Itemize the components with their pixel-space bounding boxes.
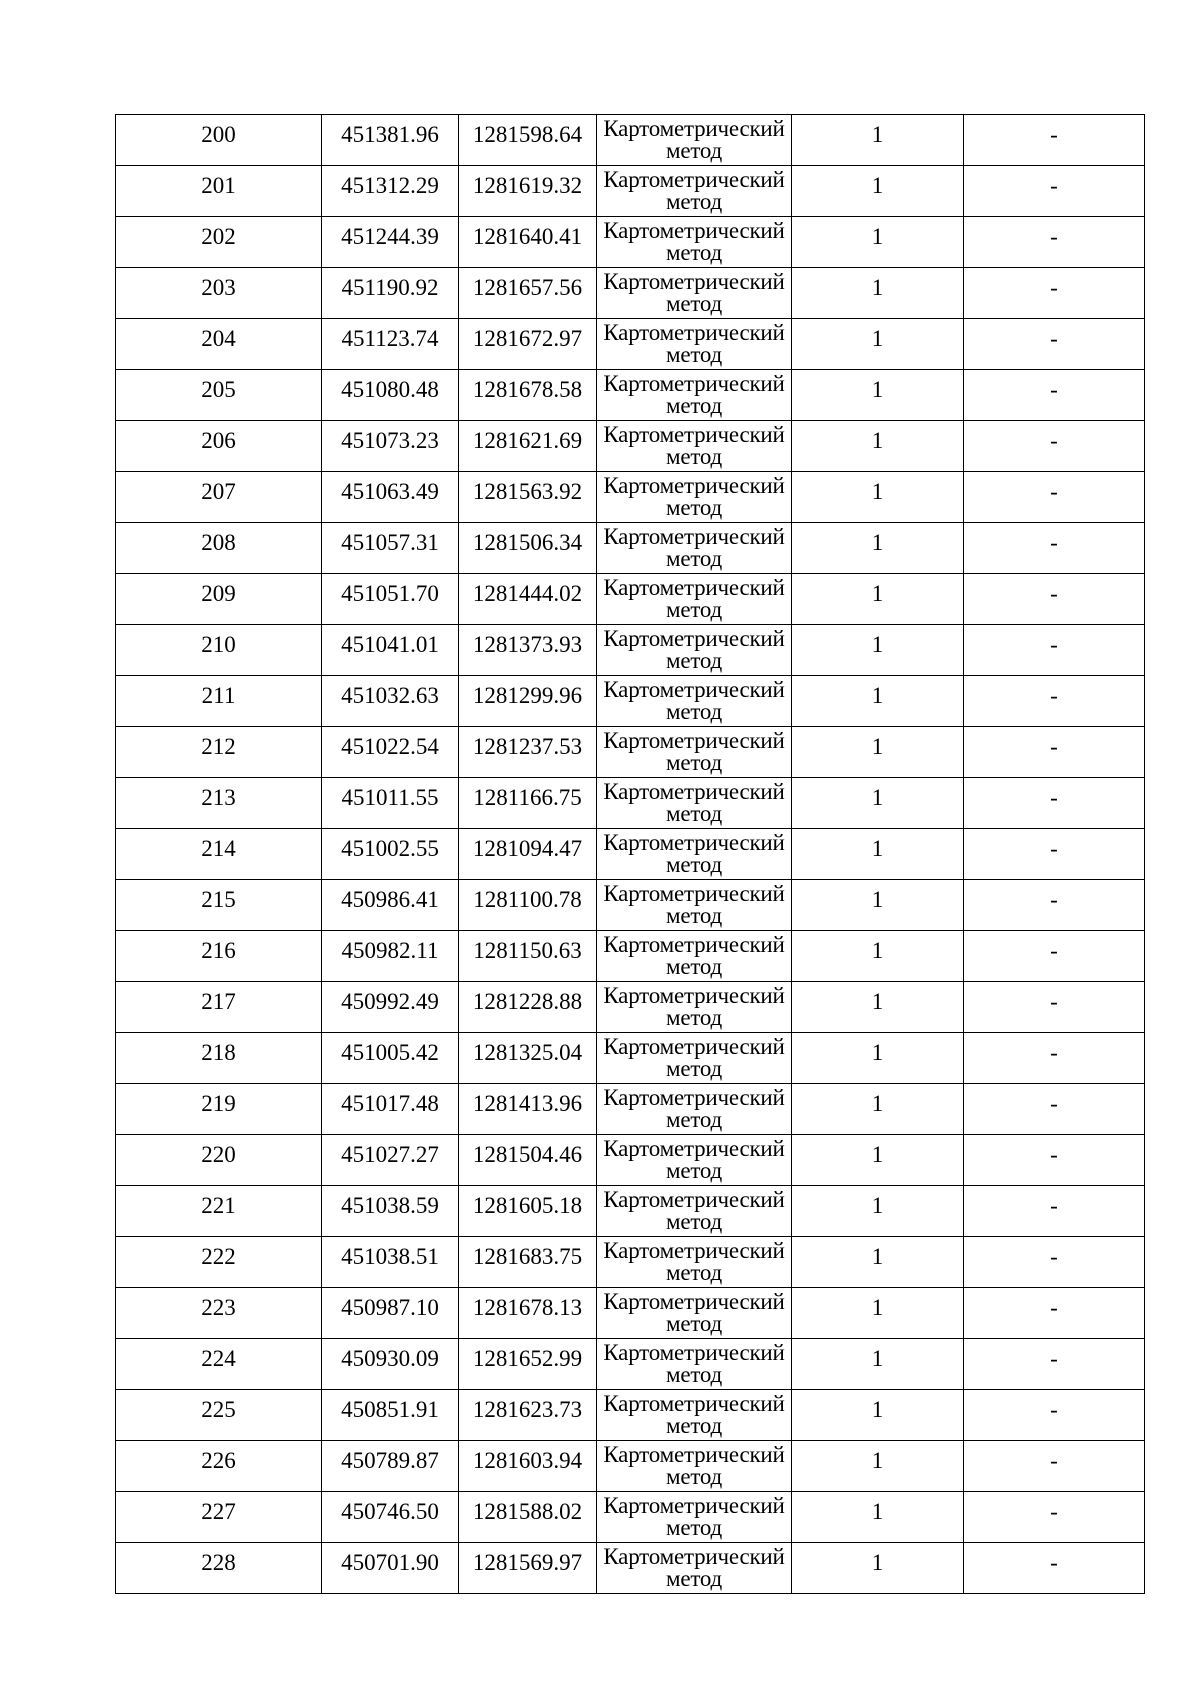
method-line-2: метод: [665, 1362, 723, 1387]
method-line-2: метод: [665, 699, 723, 724]
method-cell: [597, 982, 792, 1033]
method-cell: [597, 676, 792, 727]
accuracy-cell: 1: [792, 166, 964, 217]
x-coordinate-cell: 450986.41: [322, 880, 459, 931]
note-cell: -: [964, 166, 1145, 217]
point-id-cell: 214: [116, 829, 322, 880]
accuracy-cell: 1: [792, 625, 964, 676]
method-cell: [597, 625, 792, 676]
accuracy-cell: 1: [792, 676, 964, 727]
y-coordinate-cell: 1281683.75: [459, 1237, 597, 1288]
method-line-2: метод: [665, 1158, 723, 1183]
method-line-1: Картометрический: [603, 1340, 785, 1365]
method-cell: [597, 1186, 792, 1237]
note-cell: -: [964, 1492, 1145, 1543]
note-cell: -: [964, 625, 1145, 676]
x-coordinate-cell: 451041.01: [322, 625, 459, 676]
method-line-2: метод: [665, 750, 723, 775]
point-id-cell: 212: [116, 727, 322, 778]
method-line-2: метод: [665, 240, 723, 265]
accuracy-cell: 1: [792, 523, 964, 574]
point-id-cell: 224: [116, 1339, 322, 1390]
point-id-cell: 201: [116, 166, 322, 217]
accuracy-cell: 1: [792, 1339, 964, 1390]
y-coordinate-cell: 1281640.41: [459, 217, 597, 268]
method-line-2: метод: [665, 1056, 723, 1081]
table-row: [116, 931, 1145, 982]
note-cell: -: [964, 370, 1145, 421]
method-cell: [597, 880, 792, 931]
method-cell: [597, 1492, 792, 1543]
point-id-cell: 225: [116, 1390, 322, 1441]
x-coordinate-cell: 451080.48: [322, 370, 459, 421]
table-row: [116, 829, 1145, 880]
method-line-2: метод: [665, 189, 723, 214]
table-row: [116, 217, 1145, 268]
x-coordinate-cell: 451073.23: [322, 421, 459, 472]
accuracy-cell: 1: [792, 727, 964, 778]
method-line-2: метод: [665, 1005, 723, 1030]
method-cell: [597, 778, 792, 829]
y-coordinate-cell: 1281657.56: [459, 268, 597, 319]
note-cell: -: [964, 727, 1145, 778]
method-line-1: Картометрический: [603, 779, 785, 804]
y-coordinate-cell: 1281325.04: [459, 1033, 597, 1084]
y-coordinate-cell: 1281605.18: [459, 1186, 597, 1237]
accuracy-cell: 1: [792, 1492, 964, 1543]
method-line-1: Картометрический: [603, 269, 785, 294]
method-line-1: Картометрический: [603, 1493, 785, 1518]
table-row: [116, 1084, 1145, 1135]
method-line-2: метод: [665, 903, 723, 928]
method-line-2: метод: [665, 648, 723, 673]
point-id-cell: 206: [116, 421, 322, 472]
method-cell: [597, 472, 792, 523]
x-coordinate-cell: 450746.50: [322, 1492, 459, 1543]
accuracy-cell: 1: [792, 1543, 964, 1594]
table-row: [116, 625, 1145, 676]
point-id-cell: 203: [116, 268, 322, 319]
note-cell: -: [964, 982, 1145, 1033]
accuracy-cell: 1: [792, 1084, 964, 1135]
y-coordinate-cell: 1281623.73: [459, 1390, 597, 1441]
note-cell: -: [964, 829, 1145, 880]
table-row: [116, 370, 1145, 421]
method-line-1: Картометрический: [603, 1238, 785, 1263]
accuracy-cell: 1: [792, 1390, 964, 1441]
accuracy-cell: 1: [792, 421, 964, 472]
accuracy-cell: 1: [792, 574, 964, 625]
method-line-1: Картометрический: [603, 320, 785, 345]
method-line-1: Картометрический: [603, 524, 785, 549]
method-line-1: Картометрический: [603, 422, 785, 447]
table-row: [116, 268, 1145, 319]
note-cell: -: [964, 1186, 1145, 1237]
method-cell: [597, 421, 792, 472]
y-coordinate-cell: 1281563.92: [459, 472, 597, 523]
accuracy-cell: 1: [792, 319, 964, 370]
point-id-cell: 228: [116, 1543, 322, 1594]
x-coordinate-cell: 451123.74: [322, 319, 459, 370]
method-cell: [597, 1441, 792, 1492]
method-line-2: метод: [665, 393, 723, 418]
point-id-cell: 200: [116, 115, 322, 166]
method-line-2: метод: [665, 1311, 723, 1336]
accuracy-cell: 1: [792, 1288, 964, 1339]
method-line-1: Картометрический: [603, 983, 785, 1008]
y-coordinate-cell: 1281588.02: [459, 1492, 597, 1543]
table-row: [116, 982, 1145, 1033]
point-id-cell: 220: [116, 1135, 322, 1186]
method-line-1: Картометрический: [603, 1442, 785, 1467]
y-coordinate-cell: 1281166.75: [459, 778, 597, 829]
method-cell: [597, 931, 792, 982]
x-coordinate-cell: 451063.49: [322, 472, 459, 523]
x-coordinate-cell: 451011.55: [322, 778, 459, 829]
y-coordinate-cell: 1281299.96: [459, 676, 597, 727]
y-coordinate-cell: 1281678.13: [459, 1288, 597, 1339]
method-cell: [597, 115, 792, 166]
x-coordinate-cell: 450701.90: [322, 1543, 459, 1594]
table-row: [116, 421, 1145, 472]
table-row: [116, 166, 1145, 217]
method-line-2: метод: [665, 342, 723, 367]
note-cell: -: [964, 268, 1145, 319]
point-id-cell: 216: [116, 931, 322, 982]
table-row: [116, 523, 1145, 574]
method-cell: [597, 1543, 792, 1594]
y-coordinate-cell: 1281652.99: [459, 1339, 597, 1390]
note-cell: -: [964, 1390, 1145, 1441]
y-coordinate-cell: 1281621.69: [459, 421, 597, 472]
method-line-1: Картометрический: [603, 830, 785, 855]
method-line-2: метод: [665, 138, 723, 163]
method-cell: [597, 217, 792, 268]
method-cell: [597, 319, 792, 370]
method-line-1: Картометрический: [603, 371, 785, 396]
table-row: [116, 727, 1145, 778]
method-line-1: Картометрический: [603, 932, 785, 957]
method-line-1: Картометрический: [603, 473, 785, 498]
accuracy-cell: 1: [792, 1237, 964, 1288]
method-line-2: метод: [665, 1413, 723, 1438]
y-coordinate-cell: 1281619.32: [459, 166, 597, 217]
x-coordinate-cell: 451057.31: [322, 523, 459, 574]
x-coordinate-cell: 450789.87: [322, 1441, 459, 1492]
x-coordinate-cell: 451244.39: [322, 217, 459, 268]
coordinates-table: [115, 114, 1145, 1594]
point-id-cell: 218: [116, 1033, 322, 1084]
accuracy-cell: 1: [792, 931, 964, 982]
x-coordinate-cell: 450982.11: [322, 931, 459, 982]
method-cell: [597, 1033, 792, 1084]
note-cell: -: [964, 1084, 1145, 1135]
note-cell: -: [964, 1135, 1145, 1186]
note-cell: -: [964, 319, 1145, 370]
y-coordinate-cell: 1281672.97: [459, 319, 597, 370]
method-line-1: Картометрический: [603, 167, 785, 192]
method-cell: [597, 166, 792, 217]
method-line-1: Картометрический: [603, 626, 785, 651]
method-line-2: метод: [665, 1515, 723, 1540]
x-coordinate-cell: 451038.59: [322, 1186, 459, 1237]
note-cell: -: [964, 1339, 1145, 1390]
point-id-cell: 202: [116, 217, 322, 268]
y-coordinate-cell: 1281678.58: [459, 370, 597, 421]
note-cell: -: [964, 676, 1145, 727]
point-id-cell: 210: [116, 625, 322, 676]
table-row: [116, 778, 1145, 829]
table-row: [116, 319, 1145, 370]
y-coordinate-cell: 1281506.34: [459, 523, 597, 574]
method-line-2: метод: [665, 954, 723, 979]
method-line-1: Картометрический: [603, 1136, 785, 1161]
y-coordinate-cell: 1281569.97: [459, 1543, 597, 1594]
x-coordinate-cell: 451038.51: [322, 1237, 459, 1288]
table-row: [116, 1492, 1145, 1543]
method-line-1: Картометрический: [603, 116, 785, 141]
point-id-cell: 222: [116, 1237, 322, 1288]
point-id-cell: 213: [116, 778, 322, 829]
method-line-1: Картометрический: [603, 677, 785, 702]
method-line-2: метод: [665, 546, 723, 571]
table-row: [116, 1186, 1145, 1237]
method-line-2: метод: [665, 1260, 723, 1285]
x-coordinate-cell: 450851.91: [322, 1390, 459, 1441]
table-row: [116, 115, 1145, 166]
method-cell: [597, 1339, 792, 1390]
method-line-1: Картометрический: [603, 218, 785, 243]
point-id-cell: 208: [116, 523, 322, 574]
point-id-cell: 221: [116, 1186, 322, 1237]
y-coordinate-cell: 1281237.53: [459, 727, 597, 778]
table-row: [116, 676, 1145, 727]
method-line-2: метод: [665, 597, 723, 622]
method-line-1: Картометрический: [603, 1391, 785, 1416]
table-row: [116, 1237, 1145, 1288]
note-cell: -: [964, 115, 1145, 166]
point-id-cell: 219: [116, 1084, 322, 1135]
point-id-cell: 209: [116, 574, 322, 625]
point-id-cell: 215: [116, 880, 322, 931]
note-cell: -: [964, 778, 1145, 829]
method-line-2: метод: [665, 495, 723, 520]
point-id-cell: 226: [116, 1441, 322, 1492]
table-row: [116, 880, 1145, 931]
accuracy-cell: 1: [792, 1186, 964, 1237]
y-coordinate-cell: 1281504.46: [459, 1135, 597, 1186]
method-cell: [597, 1390, 792, 1441]
accuracy-cell: 1: [792, 880, 964, 931]
y-coordinate-cell: 1281100.78: [459, 880, 597, 931]
table-row: [116, 1339, 1145, 1390]
note-cell: -: [964, 1543, 1145, 1594]
point-id-cell: 207: [116, 472, 322, 523]
x-coordinate-cell: 451005.42: [322, 1033, 459, 1084]
method-cell: [597, 268, 792, 319]
method-cell: [597, 574, 792, 625]
x-coordinate-cell: 450992.49: [322, 982, 459, 1033]
x-coordinate-cell: 451002.55: [322, 829, 459, 880]
method-line-1: Картометрический: [603, 728, 785, 753]
method-line-2: метод: [665, 1464, 723, 1489]
y-coordinate-cell: 1281603.94: [459, 1441, 597, 1492]
note-cell: -: [964, 523, 1145, 574]
method-line-1: Картометрический: [603, 1544, 785, 1569]
table-row: [116, 1543, 1145, 1594]
accuracy-cell: 1: [792, 829, 964, 880]
note-cell: -: [964, 1441, 1145, 1492]
method-cell: [597, 829, 792, 880]
x-coordinate-cell: 451051.70: [322, 574, 459, 625]
table-row: [116, 472, 1145, 523]
method-cell: [597, 1288, 792, 1339]
method-cell: [597, 523, 792, 574]
table-row: [116, 1135, 1145, 1186]
y-coordinate-cell: 1281094.47: [459, 829, 597, 880]
x-coordinate-cell: 451022.54: [322, 727, 459, 778]
method-cell: [597, 727, 792, 778]
accuracy-cell: 1: [792, 778, 964, 829]
method-line-2: метод: [665, 291, 723, 316]
method-line-1: Картометрический: [603, 1034, 785, 1059]
note-cell: -: [964, 880, 1145, 931]
accuracy-cell: 1: [792, 115, 964, 166]
y-coordinate-cell: 1281444.02: [459, 574, 597, 625]
y-coordinate-cell: 1281150.63: [459, 931, 597, 982]
x-coordinate-cell: 451312.29: [322, 166, 459, 217]
accuracy-cell: 1: [792, 982, 964, 1033]
point-id-cell: 204: [116, 319, 322, 370]
method-line-1: Картометрический: [603, 1085, 785, 1110]
table-body: [116, 115, 1145, 1594]
method-line-2: метод: [665, 1209, 723, 1234]
table-row: [116, 1033, 1145, 1084]
accuracy-cell: 1: [792, 472, 964, 523]
note-cell: -: [964, 1237, 1145, 1288]
method-line-1: Картометрический: [603, 1289, 785, 1314]
method-cell: [597, 1084, 792, 1135]
point-id-cell: 223: [116, 1288, 322, 1339]
method-line-2: метод: [665, 444, 723, 469]
table-row: [116, 1390, 1145, 1441]
point-id-cell: 205: [116, 370, 322, 421]
accuracy-cell: 1: [792, 268, 964, 319]
method-line-1: Картометрический: [603, 1187, 785, 1212]
x-coordinate-cell: 451032.63: [322, 676, 459, 727]
y-coordinate-cell: 1281373.93: [459, 625, 597, 676]
point-id-cell: 211: [116, 676, 322, 727]
note-cell: -: [964, 1033, 1145, 1084]
y-coordinate-cell: 1281413.96: [459, 1084, 597, 1135]
x-coordinate-cell: 450987.10: [322, 1288, 459, 1339]
y-coordinate-cell: 1281228.88: [459, 982, 597, 1033]
table-row: [116, 1441, 1145, 1492]
method-cell: [597, 370, 792, 421]
y-coordinate-cell: 1281598.64: [459, 115, 597, 166]
accuracy-cell: 1: [792, 1441, 964, 1492]
note-cell: -: [964, 574, 1145, 625]
note-cell: -: [964, 421, 1145, 472]
x-coordinate-cell: 450930.09: [322, 1339, 459, 1390]
x-coordinate-cell: 451017.48: [322, 1084, 459, 1135]
accuracy-cell: 1: [792, 1135, 964, 1186]
method-line-2: метод: [665, 1107, 723, 1132]
accuracy-cell: 1: [792, 370, 964, 421]
method-line-1: Картометрический: [603, 575, 785, 600]
table-row: [116, 1288, 1145, 1339]
accuracy-cell: 1: [792, 217, 964, 268]
note-cell: -: [964, 931, 1145, 982]
method-line-2: метод: [665, 801, 723, 826]
note-cell: -: [964, 472, 1145, 523]
point-id-cell: 217: [116, 982, 322, 1033]
note-cell: -: [964, 217, 1145, 268]
x-coordinate-cell: 451027.27: [322, 1135, 459, 1186]
x-coordinate-cell: 451190.92: [322, 268, 459, 319]
method-cell: [597, 1135, 792, 1186]
point-id-cell: 227: [116, 1492, 322, 1543]
method-line-2: метод: [665, 852, 723, 877]
x-coordinate-cell: 451381.96: [322, 115, 459, 166]
table-row: [116, 574, 1145, 625]
method-cell: [597, 1237, 792, 1288]
method-line-2: метод: [665, 1566, 723, 1591]
note-cell: -: [964, 1288, 1145, 1339]
accuracy-cell: 1: [792, 1033, 964, 1084]
method-line-1: Картометрический: [603, 881, 785, 906]
